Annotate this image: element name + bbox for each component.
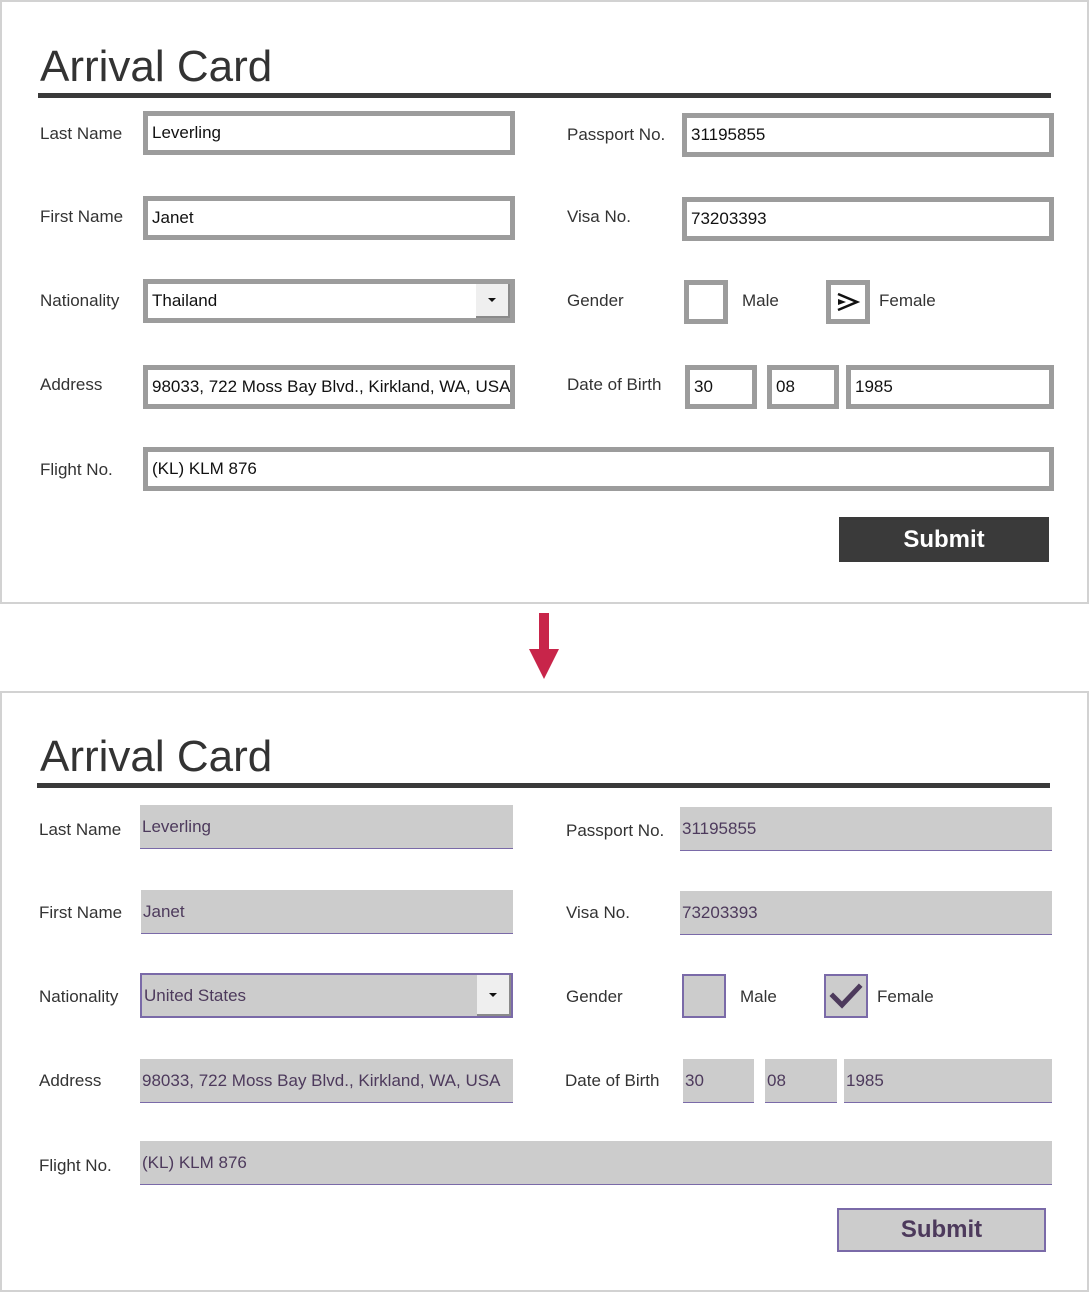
- chevron-down-icon: [488, 298, 496, 302]
- female-label: Female: [879, 291, 936, 310]
- first-name-label: First Name: [40, 207, 124, 226]
- nationality-value: United States: [144, 985, 247, 1005]
- page-title: Arrival Card: [40, 42, 273, 91]
- chevron-down-icon: [489, 993, 497, 997]
- flight-no-label: Flight No.: [39, 1156, 112, 1175]
- arrival-card-form-after: [0, 691, 1089, 1292]
- male-label: Male: [740, 987, 777, 1006]
- title-divider: [37, 783, 1050, 788]
- flight-no-input[interactable]: (KL) KLM 876: [143, 447, 1054, 491]
- male-checkbox[interactable]: [684, 280, 728, 324]
- first-name-input[interactable]: Janet: [143, 196, 515, 240]
- first-name-input[interactable]: Janet: [141, 890, 513, 934]
- arrow-down-icon: [528, 613, 560, 679]
- male-label: Male: [742, 291, 779, 310]
- dob-year-input[interactable]: 1985: [844, 1059, 1052, 1103]
- passport-no-input[interactable]: 31195855: [682, 113, 1054, 157]
- visa-no-input[interactable]: 73203393: [680, 891, 1052, 935]
- nationality-dropdown-button[interactable]: [477, 975, 511, 1016]
- page-title: Arrival Card: [40, 732, 273, 781]
- last-name-input[interactable]: Leverling: [140, 805, 513, 849]
- nationality-select[interactable]: [143, 279, 515, 323]
- address-input[interactable]: 98033, 722 Moss Bay Blvd., Kirkland, WA, USA: [140, 1059, 513, 1103]
- nationality-select[interactable]: [140, 973, 513, 1018]
- address-label: Address: [39, 1071, 102, 1090]
- gender-label: Gender: [566, 987, 623, 1006]
- dob-month-input[interactable]: 08: [765, 1059, 837, 1103]
- first-name-label: First Name: [39, 903, 123, 922]
- visa-no-label: Visa No.: [567, 207, 631, 226]
- gender-label: Gender: [567, 291, 624, 310]
- passport-no-label: Passport No.: [566, 821, 665, 840]
- female-checkbox[interactable]: [824, 974, 868, 1018]
- flight-no-input[interactable]: (KL) KLM 876: [140, 1141, 1052, 1185]
- checkmark-icon: [829, 981, 863, 1011]
- nationality-dropdown-button[interactable]: [476, 284, 510, 318]
- last-name-label: Last Name: [39, 820, 122, 839]
- nationality-label: Nationality: [40, 291, 120, 310]
- female-checkbox[interactable]: [826, 280, 870, 324]
- last-name-label: Last Name: [40, 124, 123, 143]
- arrival-card-form-before: [0, 0, 1089, 604]
- dob-year-input[interactable]: 1985: [846, 365, 1054, 409]
- arrow-check-icon: [835, 291, 861, 313]
- flight-no-label: Flight No.: [40, 460, 113, 479]
- address-input[interactable]: 98033, 722 Moss Bay Blvd., Kirkland, WA, USA: [143, 365, 515, 409]
- dob-month-input[interactable]: 08: [767, 365, 839, 409]
- nationality-label: Nationality: [39, 987, 119, 1006]
- passport-no-label: Passport No.: [567, 125, 666, 144]
- female-label: Female: [877, 987, 934, 1006]
- address-label: Address: [40, 375, 103, 394]
- dob-day-input[interactable]: 30: [683, 1059, 754, 1103]
- title-divider: [38, 93, 1051, 98]
- submit-button[interactable]: Submit: [837, 1208, 1046, 1252]
- submit-button[interactable]: Submit: [839, 517, 1049, 562]
- visa-no-input[interactable]: 73203393: [682, 197, 1054, 241]
- dob-day-input[interactable]: 30: [685, 365, 757, 409]
- date-of-birth-label: Date of Birth: [565, 1071, 660, 1090]
- passport-no-input[interactable]: 31195855: [680, 807, 1052, 851]
- date-of-birth-label: Date of Birth: [567, 375, 662, 394]
- nationality-value: Thailand: [152, 291, 218, 310]
- male-checkbox[interactable]: [682, 974, 726, 1018]
- visa-no-label: Visa No.: [566, 903, 630, 922]
- last-name-input[interactable]: Leverling: [143, 111, 515, 155]
